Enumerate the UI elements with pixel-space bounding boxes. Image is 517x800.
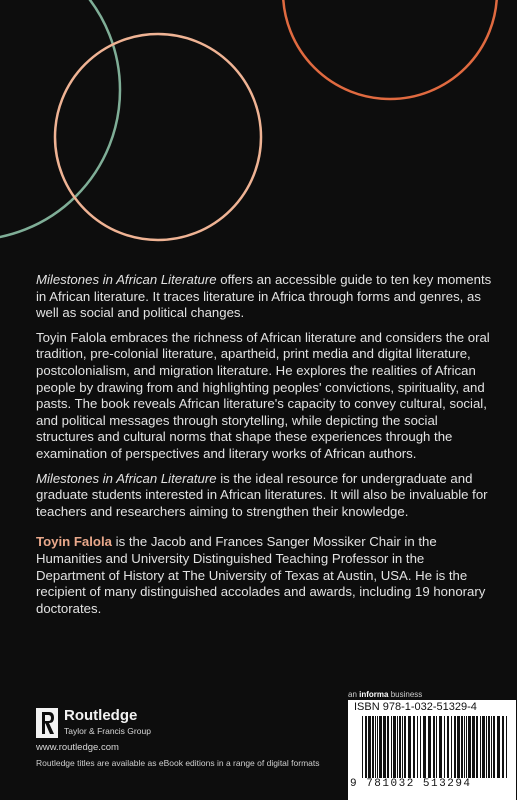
barcode-bar [362,716,363,778]
publisher-name: Routledge [64,707,138,724]
barcode-bar [383,716,386,778]
barcode-bar [365,716,367,778]
barcode-bar [472,716,475,778]
peach-ring [55,34,261,240]
barcode-bar [451,716,452,778]
ebook-note: Routledge titles are available as eBook editions in a range of digital formats [36,758,320,768]
barcode-bar [447,716,449,778]
informa-business-tag: an informa business [348,690,423,699]
barcode-bar [399,716,401,778]
decorative-rings [0,0,517,300]
barcode-bar [408,716,411,778]
barcode-bar [402,716,403,778]
barcode-bar [404,716,406,778]
barcode-bar [420,716,421,778]
barcode-block [348,700,516,800]
barcode-bar [506,716,507,778]
routledge-logo-icon [36,708,58,738]
barcode-bar [468,716,471,778]
book-title-italic: Milestones in African Literature [36,272,217,287]
barcode-bar [461,716,463,778]
barcode-bar [491,716,492,778]
barcode-bar [379,716,382,778]
barcode-bar [497,716,500,778]
barcode-bar [476,716,478,778]
publisher-website: www.routledge.com [36,742,119,753]
barcode-bar [493,716,495,778]
barcode-bar [436,716,437,778]
barcode-bar [428,716,431,778]
barcode-bar [502,716,504,778]
isbn-label: ISBN 978-1-032-51329-4 [354,701,477,713]
barcode-bar [387,716,389,778]
author-name: Toyin Falola [36,534,112,550]
barcode-bar [372,716,374,778]
publisher-group: Taylor & Francis Group [64,726,151,736]
barcode-bar [439,716,442,778]
blurb-paragraph-1: Milestones in African Literature offers an accessible guide to ten key moments in African literature. It traces literature in Africa through forms and genres, as well as social and political changes. [36,272,492,321]
barcode-digits: 9 781032 513294 [350,778,472,790]
barcode-bar [375,716,376,778]
barcode-bar [368,716,371,778]
barcode-bar [377,716,378,778]
author-bio: Toyin Falola is the Jacob and Frances Sanger Mossiker Chair in the Humanities and University Distinguished Teaching Professor in the Department of History at The University of Texas at Austin, USA. He is the recipient of many distinguished accolades and awards, including 19 honorary doctorates. [36,534,486,616]
back-cover-blurb [36,272,496,625]
barcode-bar [466,716,467,778]
barcode-bar [480,716,481,778]
teal-ring [0,0,120,240]
barcode-bar [444,716,445,778]
barcode-bar [488,716,490,778]
barcode-bar [397,716,398,778]
barcode-bar [393,716,396,778]
blurb-paragraph-3: Milestones in African Literature is the ideal resource for undergraduate and graduate students interested in African literatures. It will also be invaluable for teachers and researchers aiming to strengthen their knowledge. [36,470,488,519]
barcode-bar [457,716,460,778]
barcode-bar [486,716,487,778]
barcode-bars [362,716,510,778]
barcode-bar [423,716,426,778]
barcode-bar [413,716,415,778]
book-title-italic: Milestones in African Literature [36,470,217,486]
barcode-bar [464,716,465,778]
barcode-bar [417,716,418,778]
barcode-bar [433,716,435,778]
barcode-bar [482,716,485,778]
barcode-bar [454,716,456,778]
blurb-paragraph-2: Toyin Falola embraces the richness of African literature and considers the oral tradition, pre-colonial literature, apartheid, print media and digital literature, postcolonialism, and migration literature. He explores the realities of African people by drawing from and highlighting peoples' convictions, spirituality, and pasts. The book reveals African literature's capacity to convey cultural, social, and political messages through storytelling, while depicting the social structures and cultural norms that shape these experiences through the examination of perspectives and literary works of African authors. [36,329,490,461]
barcode-bar [391,716,392,778]
orange-ring [283,0,497,99]
